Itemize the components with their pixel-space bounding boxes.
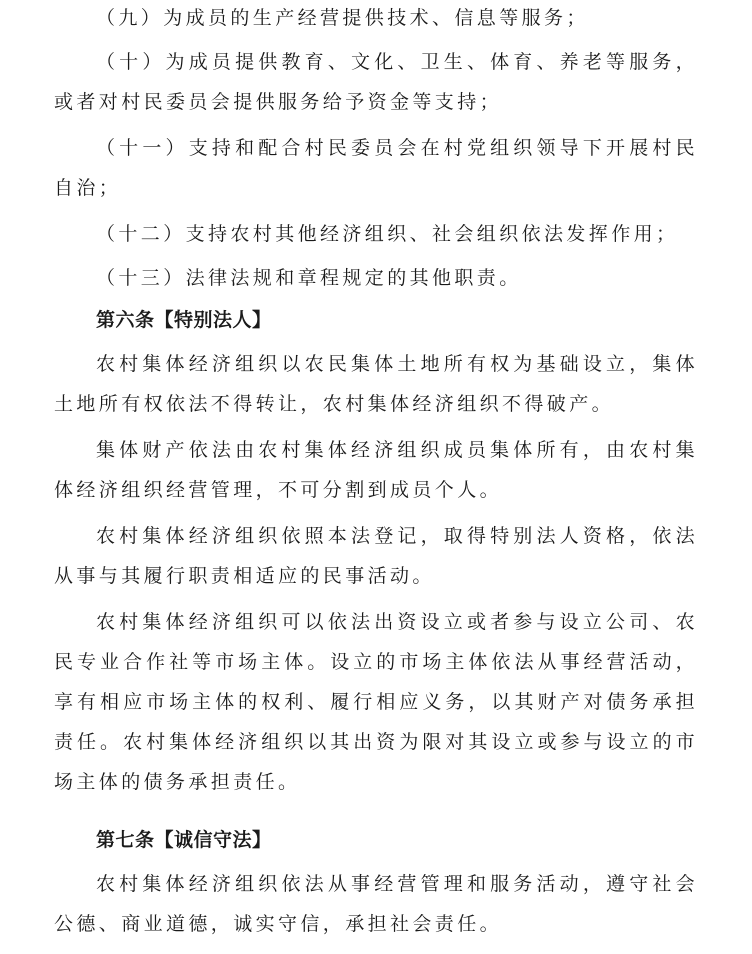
clause-12: （十二）支持农村其他经济组织、社会组织依法发挥作用；	[96, 223, 679, 245]
article-6-paragraph-1: 农村集体经济组织以农民集体土地所有权为基础设立，集体土地所有权依法不得转让，农村集体经济组织不得破产。	[54, 353, 698, 415]
clause-10: （十）为成员提供教育、文化、卫生、体育、养老等服务，或者对村民委员会提供服务给予资金等支持；	[54, 51, 698, 113]
clause-13: （十三）法律法规和章程规定的其他职责。	[96, 267, 522, 289]
article-6-paragraph-2: 集体财产依法由农村集体经济组织成员集体所有，由农村集体经济组织经营管理，不可分割到成员个人。	[54, 439, 698, 501]
clause-11: （十一）支持和配合村民委员会在村党组织领导下开展村民自治；	[54, 137, 698, 199]
clause-9: （九）为成员的生产经营提供技术、信息等服务；	[96, 7, 589, 29]
article-6-heading: 第六条【特别法人】	[96, 309, 272, 331]
article-7-heading: 第七条【诚信守法】	[96, 829, 272, 851]
article-7-paragraph-1: 农村集体经济组织依法从事经营管理和服务活动，遵守社会公德、商业道德，诚实守信，承担社会责任。	[54, 873, 698, 935]
article-6-paragraph-4: 农村集体经济组织可以依法出资设立或者参与设立公司、农民专业合作社等市场主体。设立的市场主体依法从事经营活动，享有相应市场主体的权利、履行相应义务，以其财产对债务承担责任。农村集体经济组织以其出资为限对其设立或参与设立的市场主体的债务承担责任。	[54, 611, 698, 793]
article-6-paragraph-3: 农村集体经济组织依照本法登记，取得特别法人资格，依法从事与其履行职责相适应的民事活动。	[54, 525, 698, 587]
